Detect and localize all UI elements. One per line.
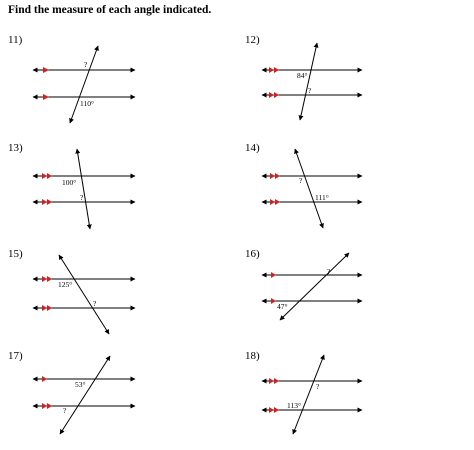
angle-label: ? <box>327 267 331 276</box>
problem-number: 17) <box>8 350 23 362</box>
problem-17 <box>0 350 237 450</box>
transversal-line <box>280 253 349 320</box>
parallel-lines-diagram <box>237 350 474 442</box>
problem-14 <box>237 142 474 242</box>
parallel-mark-icon <box>42 305 47 311</box>
parallel-mark-icon <box>275 173 280 179</box>
problem-number: 14) <box>245 142 260 154</box>
angle-label: 100° <box>62 178 77 187</box>
parallel-mark-icon <box>269 378 274 384</box>
parallel-mark-icon <box>274 92 279 98</box>
transversal-line <box>60 356 110 434</box>
parallel-lines-diagram <box>0 34 237 134</box>
problem-12 <box>237 34 474 134</box>
parallel-mark-icon <box>43 67 49 73</box>
angle-label: 84° <box>297 71 308 80</box>
parallel-mark-icon <box>47 199 52 205</box>
angle-label: ? <box>299 176 303 185</box>
parallel-mark-icon <box>43 94 49 100</box>
transversal-line <box>300 43 317 120</box>
parallel-mark-icon <box>270 173 275 179</box>
parallel-mark-icon <box>47 305 52 311</box>
parallel-mark-icon <box>47 276 52 282</box>
parallel-lines-diagram <box>237 248 474 348</box>
problem-13 <box>0 142 237 242</box>
parallel-mark-icon <box>274 407 279 413</box>
transversal-line <box>295 149 323 228</box>
parallel-lines-diagram <box>0 350 237 442</box>
parallel-mark-icon <box>42 276 47 282</box>
problem-18 <box>237 350 474 450</box>
parallel-mark-icon <box>47 403 52 409</box>
problem-16 <box>237 248 474 348</box>
parallel-mark-icon <box>274 67 279 73</box>
parallel-lines-diagram <box>0 142 237 242</box>
problem-number: 12) <box>245 34 260 46</box>
angle-label: 125° <box>58 280 73 289</box>
transversal-line <box>70 46 98 123</box>
parallel-mark-icon <box>47 173 52 179</box>
problem-number: 13) <box>8 142 23 154</box>
problem-number: 16) <box>245 248 260 260</box>
parallel-mark-icon <box>274 378 279 384</box>
transversal-line <box>77 149 90 229</box>
parallel-mark-icon <box>269 67 274 73</box>
problem-number: 11) <box>8 34 23 46</box>
angle-label: 53° <box>75 380 86 389</box>
angle-label: 110° <box>80 99 94 108</box>
parallel-mark-icon <box>42 376 47 382</box>
parallel-mark-icon <box>42 403 47 409</box>
parallel-mark-icon <box>269 407 274 413</box>
problem-11 <box>0 34 237 134</box>
parallel-mark-icon <box>270 199 275 205</box>
angle-label: 47° <box>277 302 288 311</box>
angle-label: ? <box>84 60 88 69</box>
angle-label: ? <box>80 193 84 202</box>
worksheet-title: Find the measure of each angle indicated. <box>8 4 212 16</box>
problem-15 <box>0 248 237 348</box>
problem-number: 18) <box>245 350 260 362</box>
parallel-lines-diagram <box>0 248 237 348</box>
parallel-mark-icon <box>271 272 276 278</box>
angle-label: ? <box>316 382 320 391</box>
parallel-lines-diagram <box>237 142 474 242</box>
parallel-mark-icon <box>269 92 274 98</box>
transversal-line <box>59 255 109 334</box>
angle-label: 111° <box>315 193 329 202</box>
parallel-mark-icon <box>271 298 276 304</box>
parallel-lines-diagram <box>237 34 474 134</box>
parallel-mark-icon <box>275 199 280 205</box>
angle-label: ? <box>308 86 312 95</box>
parallel-mark-icon <box>42 173 47 179</box>
problem-number: 15) <box>8 248 23 260</box>
parallel-mark-icon <box>42 199 47 205</box>
angle-label: ? <box>63 406 67 415</box>
transversal-line <box>293 355 324 434</box>
angle-label: ? <box>93 299 97 308</box>
angle-label: 113° <box>287 401 301 410</box>
